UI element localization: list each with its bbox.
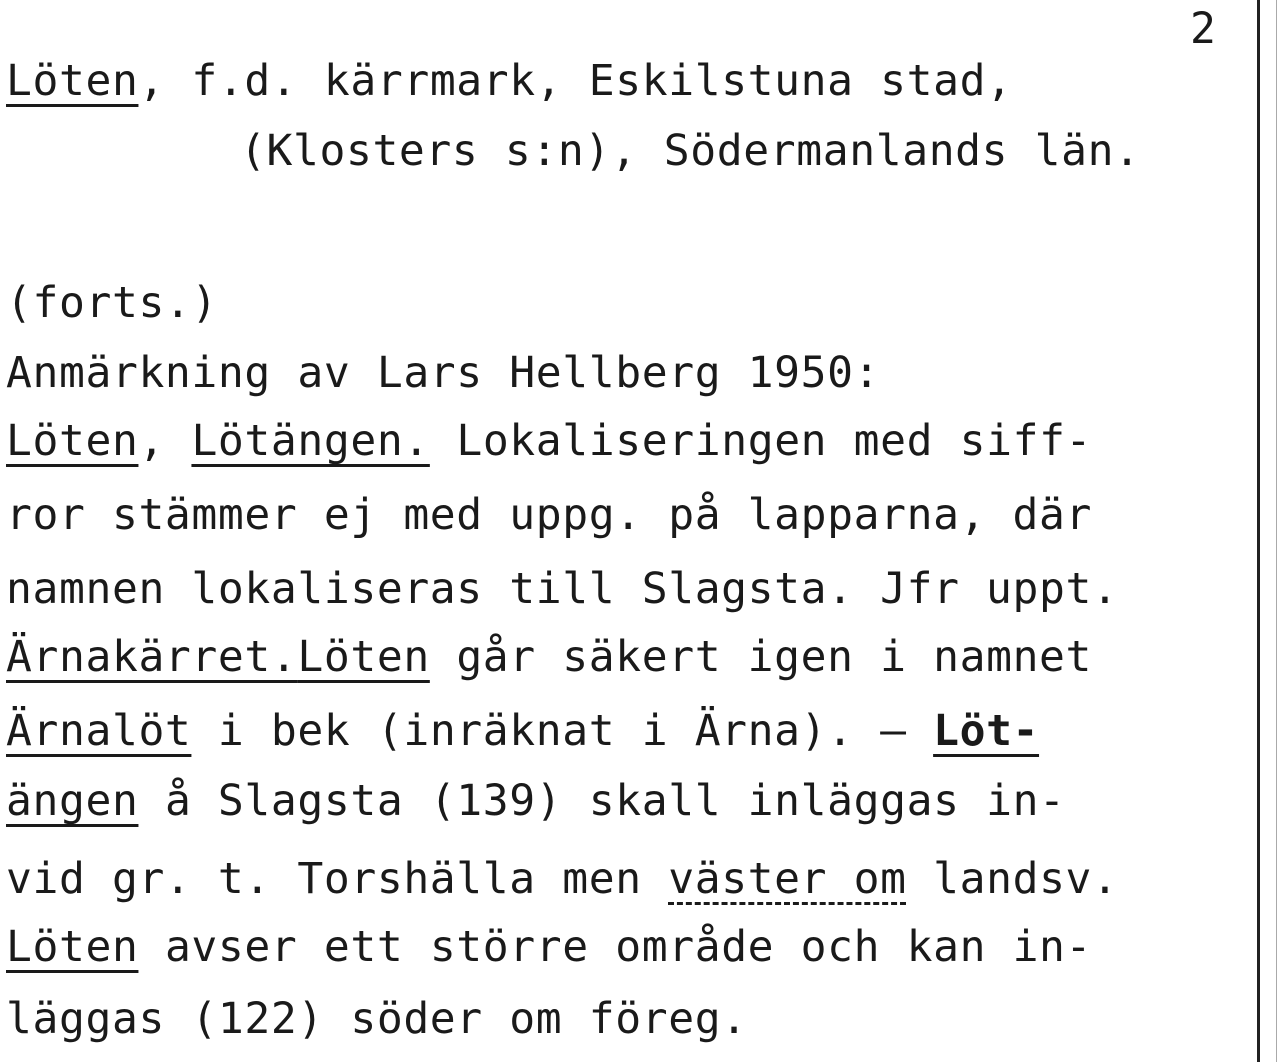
body-line-4-rest: går säkert igen i namnet xyxy=(429,632,1093,682)
body-line-5 xyxy=(6,706,1040,756)
name-lotangen-start: Löt- xyxy=(933,706,1040,756)
card-right-edge xyxy=(1257,0,1260,1062)
body-line-8-rest: avser ett större område och kan in- xyxy=(138,922,1093,972)
card-scan-edge xyxy=(1276,0,1277,1062)
body-line-1-rest: Lokaliseringen med siff- xyxy=(429,416,1093,466)
name-loten-2: Löten xyxy=(297,632,430,682)
body-line-9: läggas (122) söder om föreg. xyxy=(6,994,748,1044)
header-line-1-rest: , f.d. kärrmark, Eskilstuna stad, xyxy=(138,56,1013,106)
body-line-7 xyxy=(6,854,1119,904)
page-number: 2 xyxy=(1190,4,1217,54)
name-lotangen-end: ängen xyxy=(6,776,139,826)
name-loten: Löten xyxy=(6,416,139,466)
body-line-1-sep: , xyxy=(138,416,192,466)
body-line-5-middle: i bek (inräknat i Ärna). — xyxy=(191,706,934,756)
body-line-6 xyxy=(6,776,1066,826)
header-place-name: Löten xyxy=(6,56,139,106)
header-line-1 xyxy=(6,56,1013,106)
name-lotangen: Lötängen. xyxy=(191,416,430,466)
note-heading: Anmärkning av Lars Hellberg 1950: xyxy=(6,348,881,398)
name-arnakarret: Ärnakärret. xyxy=(6,632,298,682)
continued-label: (forts.) xyxy=(6,278,218,328)
body-line-6-rest: å Slagsta (139) skall inläggas in- xyxy=(138,776,1066,826)
header-line-2: (Klosters s:n), Södermanlands län. xyxy=(240,126,1141,176)
body-line-1 xyxy=(6,416,1093,466)
body-line-2: ror stämmer ej med uppg. på lapparna, där xyxy=(6,490,1093,540)
name-loten-3: Löten xyxy=(6,922,139,972)
body-line-8 xyxy=(6,922,1093,972)
body-line-3: namnen lokaliseras till Slagsta. Jfr uppt. xyxy=(6,564,1119,614)
body-line-4 xyxy=(6,632,1093,682)
name-arnalot: Ärnalöt xyxy=(6,706,192,756)
body-line-7-rest: landsv. xyxy=(906,854,1119,904)
body-line-7-start: vid gr. t. Torshälla men xyxy=(6,854,669,904)
phrase-vaster-om: väster om xyxy=(668,854,907,904)
